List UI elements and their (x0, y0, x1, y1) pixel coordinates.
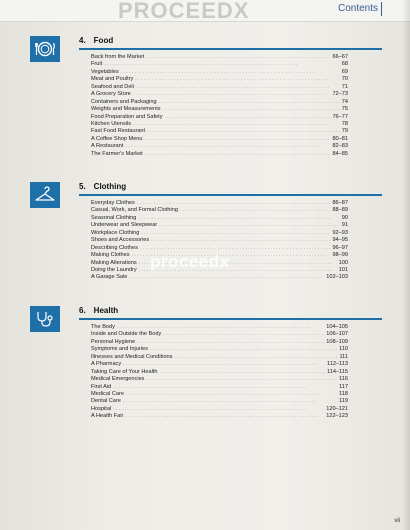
dot-leader (121, 69, 340, 76)
entry-pages: 82–83 (332, 143, 348, 150)
section-number: 5. (79, 182, 86, 191)
toc-entry (91, 331, 348, 338)
toc-entry (91, 369, 348, 376)
watermark-top: PROCEEDX (118, 0, 250, 23)
section-number: 4. (79, 36, 86, 45)
toc-entry (91, 69, 348, 76)
entry-title: Making Alterations (91, 259, 137, 266)
toc-entry (91, 274, 348, 281)
entry-pages: 106–107 (326, 331, 348, 338)
dot-leader (137, 339, 324, 346)
entry-pages: 70 (341, 76, 348, 83)
dot-leader (138, 215, 339, 222)
entry-title: Seafood and Deli (91, 83, 134, 90)
entry-title: A Pharmacy (91, 361, 122, 368)
page-number: vii (394, 518, 400, 524)
entry-pages: 96–97 (332, 244, 348, 251)
entry-pages: 86–87 (332, 200, 348, 206)
hanger-icon (30, 182, 60, 208)
entry-pages: 112–113 (327, 361, 348, 368)
toc-entry (91, 346, 348, 353)
entry-title: Medical Care (91, 390, 124, 397)
entry-title: A Coffee Shop Menu (91, 135, 143, 142)
toc-entry (91, 143, 348, 150)
entry-pages: 118 (339, 390, 348, 397)
dot-leader (113, 384, 337, 391)
section-rule (79, 48, 382, 50)
dot-leader (163, 106, 340, 113)
entry-title: Making Clothes (91, 252, 130, 259)
entry-title: Taking Care of Your Health (91, 368, 158, 375)
entry-title: Symptoms and Injuries (91, 346, 148, 353)
toc-entry (91, 391, 348, 398)
entry-title: Kitchen Utensils (91, 120, 132, 127)
section-heading (79, 36, 382, 48)
section-food (30, 36, 382, 176)
section-heading (79, 306, 382, 318)
dot-leader (140, 245, 330, 252)
entry-title: Fast Food Restaurant (91, 128, 146, 135)
entry-pages: 84–85 (332, 150, 348, 157)
toc-entry (91, 215, 348, 222)
entry-pages: 69 (341, 68, 348, 75)
dot-leader (145, 151, 331, 158)
entry-title: A Grocery Store (91, 91, 131, 98)
entry-list (91, 54, 348, 158)
dot-leader (141, 230, 330, 237)
entry-pages: 98–99 (332, 252, 348, 259)
page-title: Contents (337, 3, 378, 14)
toc-entry (91, 121, 348, 128)
entry-title: Underwear and Sleepwear (91, 222, 158, 229)
entry-pages: 68 (341, 61, 348, 68)
entry-title: Weights and Measurements (91, 106, 161, 113)
section-number: 6. (79, 306, 86, 315)
dot-leader (129, 274, 324, 281)
toc-entry (91, 61, 348, 68)
entry-title: A Restaurant (91, 143, 124, 150)
toc-entry (91, 91, 348, 98)
entry-title: Describing Clothes (91, 244, 138, 251)
section-title: Clothing (93, 182, 127, 191)
entry-title: Doing the Laundry (91, 266, 137, 273)
entry-pages: 114–115 (327, 368, 348, 375)
entry-pages: 101 (338, 266, 348, 273)
entry-title: Dental Care (91, 398, 121, 405)
toc-entry (91, 207, 348, 214)
entry-title: First Aid (91, 383, 112, 390)
entry-title: The Farmer's Market (91, 150, 143, 157)
entry-title: Meat and Poultry (91, 76, 134, 83)
entry-pages: 111 (339, 353, 348, 360)
entry-pages: 80–81 (332, 135, 348, 142)
dot-leader (180, 207, 330, 214)
dot-leader (123, 398, 337, 405)
entry-pages: 108–109 (326, 338, 348, 345)
entry-pages: 78 (341, 120, 348, 127)
entry-pages: 120–121 (326, 405, 348, 412)
entry-title: Food Preparation and Safety (91, 113, 163, 120)
section-health (30, 306, 382, 436)
entry-pages: 117 (339, 383, 348, 390)
entry-title: Hospital (91, 405, 112, 412)
entry-pages: 116 (339, 376, 348, 383)
dot-leader (159, 222, 340, 229)
entry-pages: 74 (341, 98, 348, 105)
toc-entry (91, 84, 348, 91)
entry-title: Containers and Packaging (91, 98, 157, 105)
entry-title: Inside and Outside the Body (91, 331, 162, 338)
toc-entry (91, 114, 348, 121)
toc-entry (91, 230, 348, 237)
entry-title: The Body (91, 324, 115, 330)
entry-pages: 66–67 (332, 54, 348, 60)
entry-title: Medical Emergencies (91, 376, 145, 383)
entry-title: Fruit (91, 61, 103, 68)
dot-leader (165, 114, 331, 121)
watermark-center: proceedx (150, 252, 230, 271)
title-rule (381, 2, 382, 16)
entry-pages: 104–105 (326, 324, 348, 330)
dot-leader (147, 128, 340, 135)
dot-leader (123, 361, 325, 368)
toc-entry (91, 324, 348, 331)
toc-entry (91, 237, 348, 244)
toc-entry (91, 398, 348, 405)
entry-pages: 79 (341, 128, 348, 135)
dot-leader (117, 324, 324, 331)
entry-pages: 72–73 (332, 91, 348, 98)
entry-pages: 119 (339, 398, 348, 405)
page-edge-shadow (402, 0, 410, 530)
toc-entry (91, 151, 348, 158)
entry-title: Back from the Market (91, 54, 145, 60)
toc-entry (91, 54, 348, 61)
section-title: Food (93, 36, 114, 45)
toc-entry (91, 376, 348, 383)
toc-entry (91, 413, 348, 420)
entry-pages: 100 (338, 259, 348, 266)
entry-pages: 91 (341, 222, 348, 229)
dot-leader (113, 406, 324, 413)
entry-pages: 110 (339, 346, 348, 353)
plate-utensils-icon (30, 36, 60, 62)
entry-title: Workplace Clothing (91, 229, 140, 236)
entry-title: Shoes and Accessories (91, 237, 150, 244)
dot-leader (159, 99, 340, 106)
dot-leader (104, 61, 340, 68)
dot-leader (133, 121, 340, 128)
dot-leader (136, 84, 340, 91)
entry-title: Everyday Clothes (91, 200, 135, 206)
dot-leader (133, 91, 331, 98)
page-header (0, 0, 410, 22)
toc-entry (91, 222, 348, 229)
toc-entry (91, 361, 348, 368)
entry-title: A Garage Sale (91, 274, 128, 281)
toc-entry (91, 384, 348, 391)
dot-leader (145, 136, 331, 143)
section-clothing (30, 182, 382, 302)
entry-title: A Health Fair (91, 413, 124, 420)
entry-pages: 71 (341, 83, 348, 90)
dot-leader (160, 369, 326, 376)
dot-leader (174, 354, 337, 361)
dot-leader (146, 376, 337, 383)
entry-title: Personal Hygiene (91, 338, 136, 345)
toc-entry (91, 406, 348, 413)
entry-title: Seasonal Clothing (91, 214, 137, 221)
toc-entry (91, 106, 348, 113)
entry-pages: 88–89 (332, 207, 348, 214)
section-title: Health (93, 306, 119, 315)
entry-pages: 76–77 (332, 113, 348, 120)
dot-leader (125, 413, 324, 420)
entry-pages: 94–95 (332, 237, 348, 244)
dot-leader (125, 143, 330, 150)
toc-entry (91, 354, 348, 361)
toc-entry (91, 245, 348, 252)
toc-entry (91, 76, 348, 83)
stethoscope-icon (30, 306, 60, 332)
entry-pages: 92–93 (332, 229, 348, 236)
toc-entry (91, 99, 348, 106)
dot-leader (135, 76, 339, 83)
toc-entry (91, 200, 348, 207)
dot-leader (137, 200, 331, 207)
dot-leader (163, 331, 324, 338)
section-rule (79, 194, 382, 196)
dot-leader (146, 54, 330, 61)
toc-entry (91, 136, 348, 143)
entry-pages: 90 (341, 214, 348, 221)
section-rule (79, 318, 382, 320)
entry-title: Illnesses and Medical Conditions (91, 353, 173, 360)
toc-entry (91, 128, 348, 135)
dot-leader (150, 346, 337, 353)
toc-entry (91, 339, 348, 346)
dot-leader (151, 237, 330, 244)
dot-leader (126, 391, 337, 398)
entry-pages: 122–123 (326, 413, 348, 420)
section-heading (79, 182, 382, 194)
entry-list (91, 324, 348, 421)
entry-pages: 75 (341, 106, 348, 113)
entry-title: Casual, Work, and Formal Clothing (91, 207, 178, 214)
entry-title: Vegetables (91, 68, 119, 75)
entry-pages: 102–103 (326, 274, 348, 281)
